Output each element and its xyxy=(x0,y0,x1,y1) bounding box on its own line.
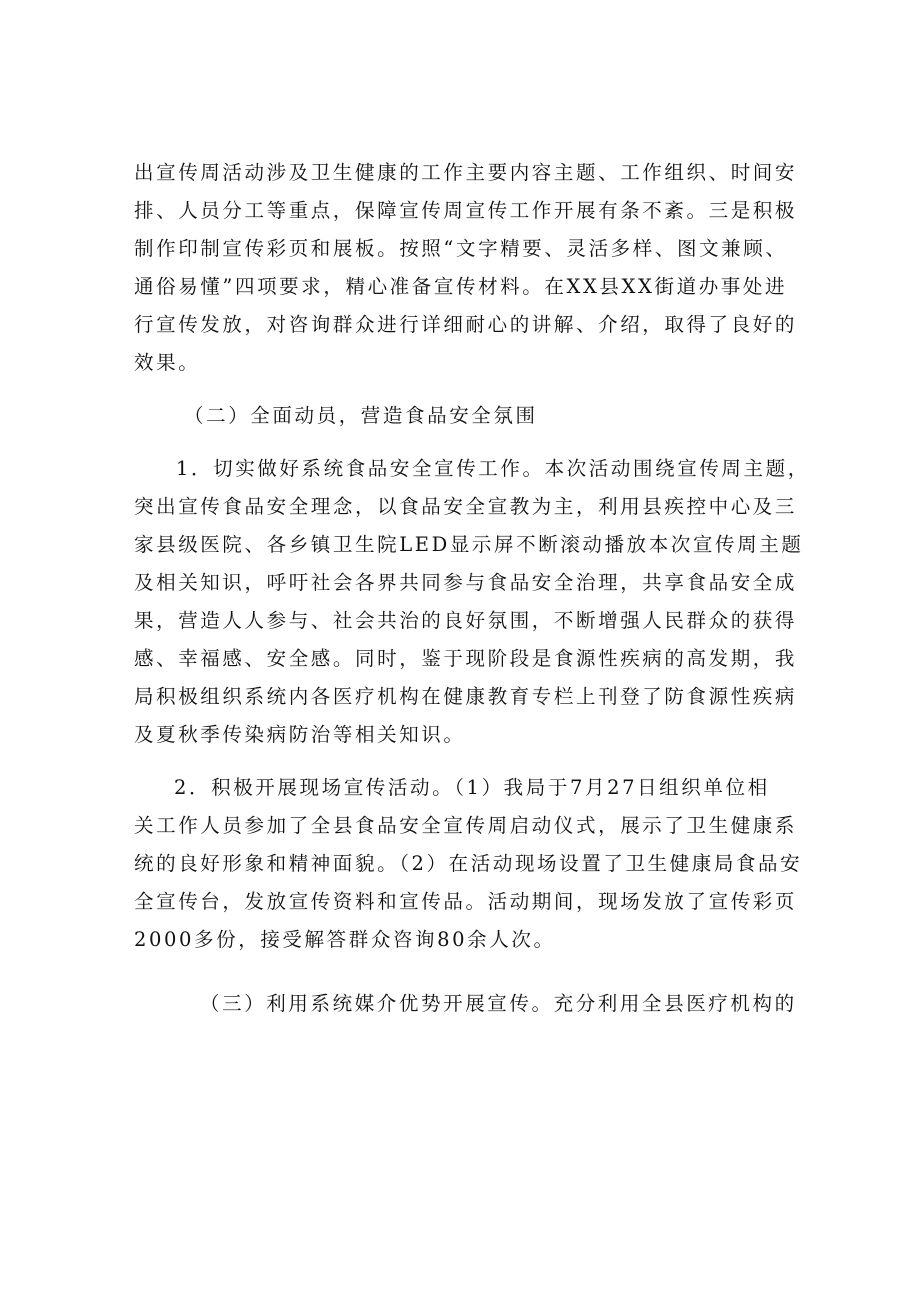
paragraph-line: 及相关知识，呼吁社会各界共同参与食品安全治理，共享食品安全成 xyxy=(134,571,798,594)
section-heading: （三）利用系统媒介优势开展宣传。充分利用全县医疗机构的 xyxy=(200,992,797,1015)
document-body xyxy=(134,154,810,1023)
paragraph-line: 全宣传台，发放宣传资料和宣传品。活动期间，现场发放了宣传彩页 xyxy=(134,890,798,913)
paragraph-line: 2．积极开展现场宣传活动。（1）我局于7月27日组织单位相 xyxy=(174,776,770,799)
paragraph-line: 关工作人员参加了全县食品安全宣传周启动仪式，展示了卫生健康系 xyxy=(134,814,798,837)
paragraph-line: 果，营造人人参与、社会共治的良好氛围，不断增强人民群众的获得 xyxy=(134,609,798,632)
paragraph-line: 及夏秋季传染病防治等相关知识。 xyxy=(134,723,466,746)
paragraph-line: 突出宣传食品安全理念，以食品安全宣教为主，利用县疾控中心及三 xyxy=(134,495,798,518)
paragraph-line: 家县级医院、各乡镇卫生院LED显示屏不断滚动播放本次宣传周主题 xyxy=(134,533,804,556)
paragraph-line: 1．切实做好系统食品安全宣传工作。本次活动围绕宣传周主题， xyxy=(176,457,810,480)
paragraph-line: 感、幸福感、安全感。同时，鉴于现阶段是食源性疾病的高发期，我 xyxy=(134,647,798,670)
paragraph-line: 通俗易懂”四项要求，精心准备宣传材料。在XX县XX街道办事处进 xyxy=(134,275,788,298)
paragraph-line: 局积极组织系统内各医疗机构在健康教育专栏上刊登了防食源性疾病 xyxy=(134,685,798,708)
paragraph-line: 统的良好形象和精神面貌。（2）在活动现场设置了卫生健康局食品安 xyxy=(134,852,803,875)
paragraph-line: 行宣传发放，对咨询群众进行详细耐心的讲解、介绍，取得了良好的 xyxy=(134,313,798,336)
paragraph-line: 出宣传周活动涉及卫生健康的工作主要内容主题、工作组织、时间安 xyxy=(134,161,798,184)
section-heading: （二）全面动员，营造食品安全氛围 xyxy=(184,404,538,427)
paragraph-line: 2000多份，接受解答群众咨询80余人次。 xyxy=(134,928,556,951)
paragraph-line: 制作印制宣传彩页和展板。按照“文字精要、灵活多样、图文兼顾、 xyxy=(134,237,788,260)
paragraph-line: 效果。 xyxy=(134,351,201,374)
paragraph-line: 排、人员分工等重点，保障宣传周宣传工作开展有条不紊。三是积极 xyxy=(134,199,798,222)
